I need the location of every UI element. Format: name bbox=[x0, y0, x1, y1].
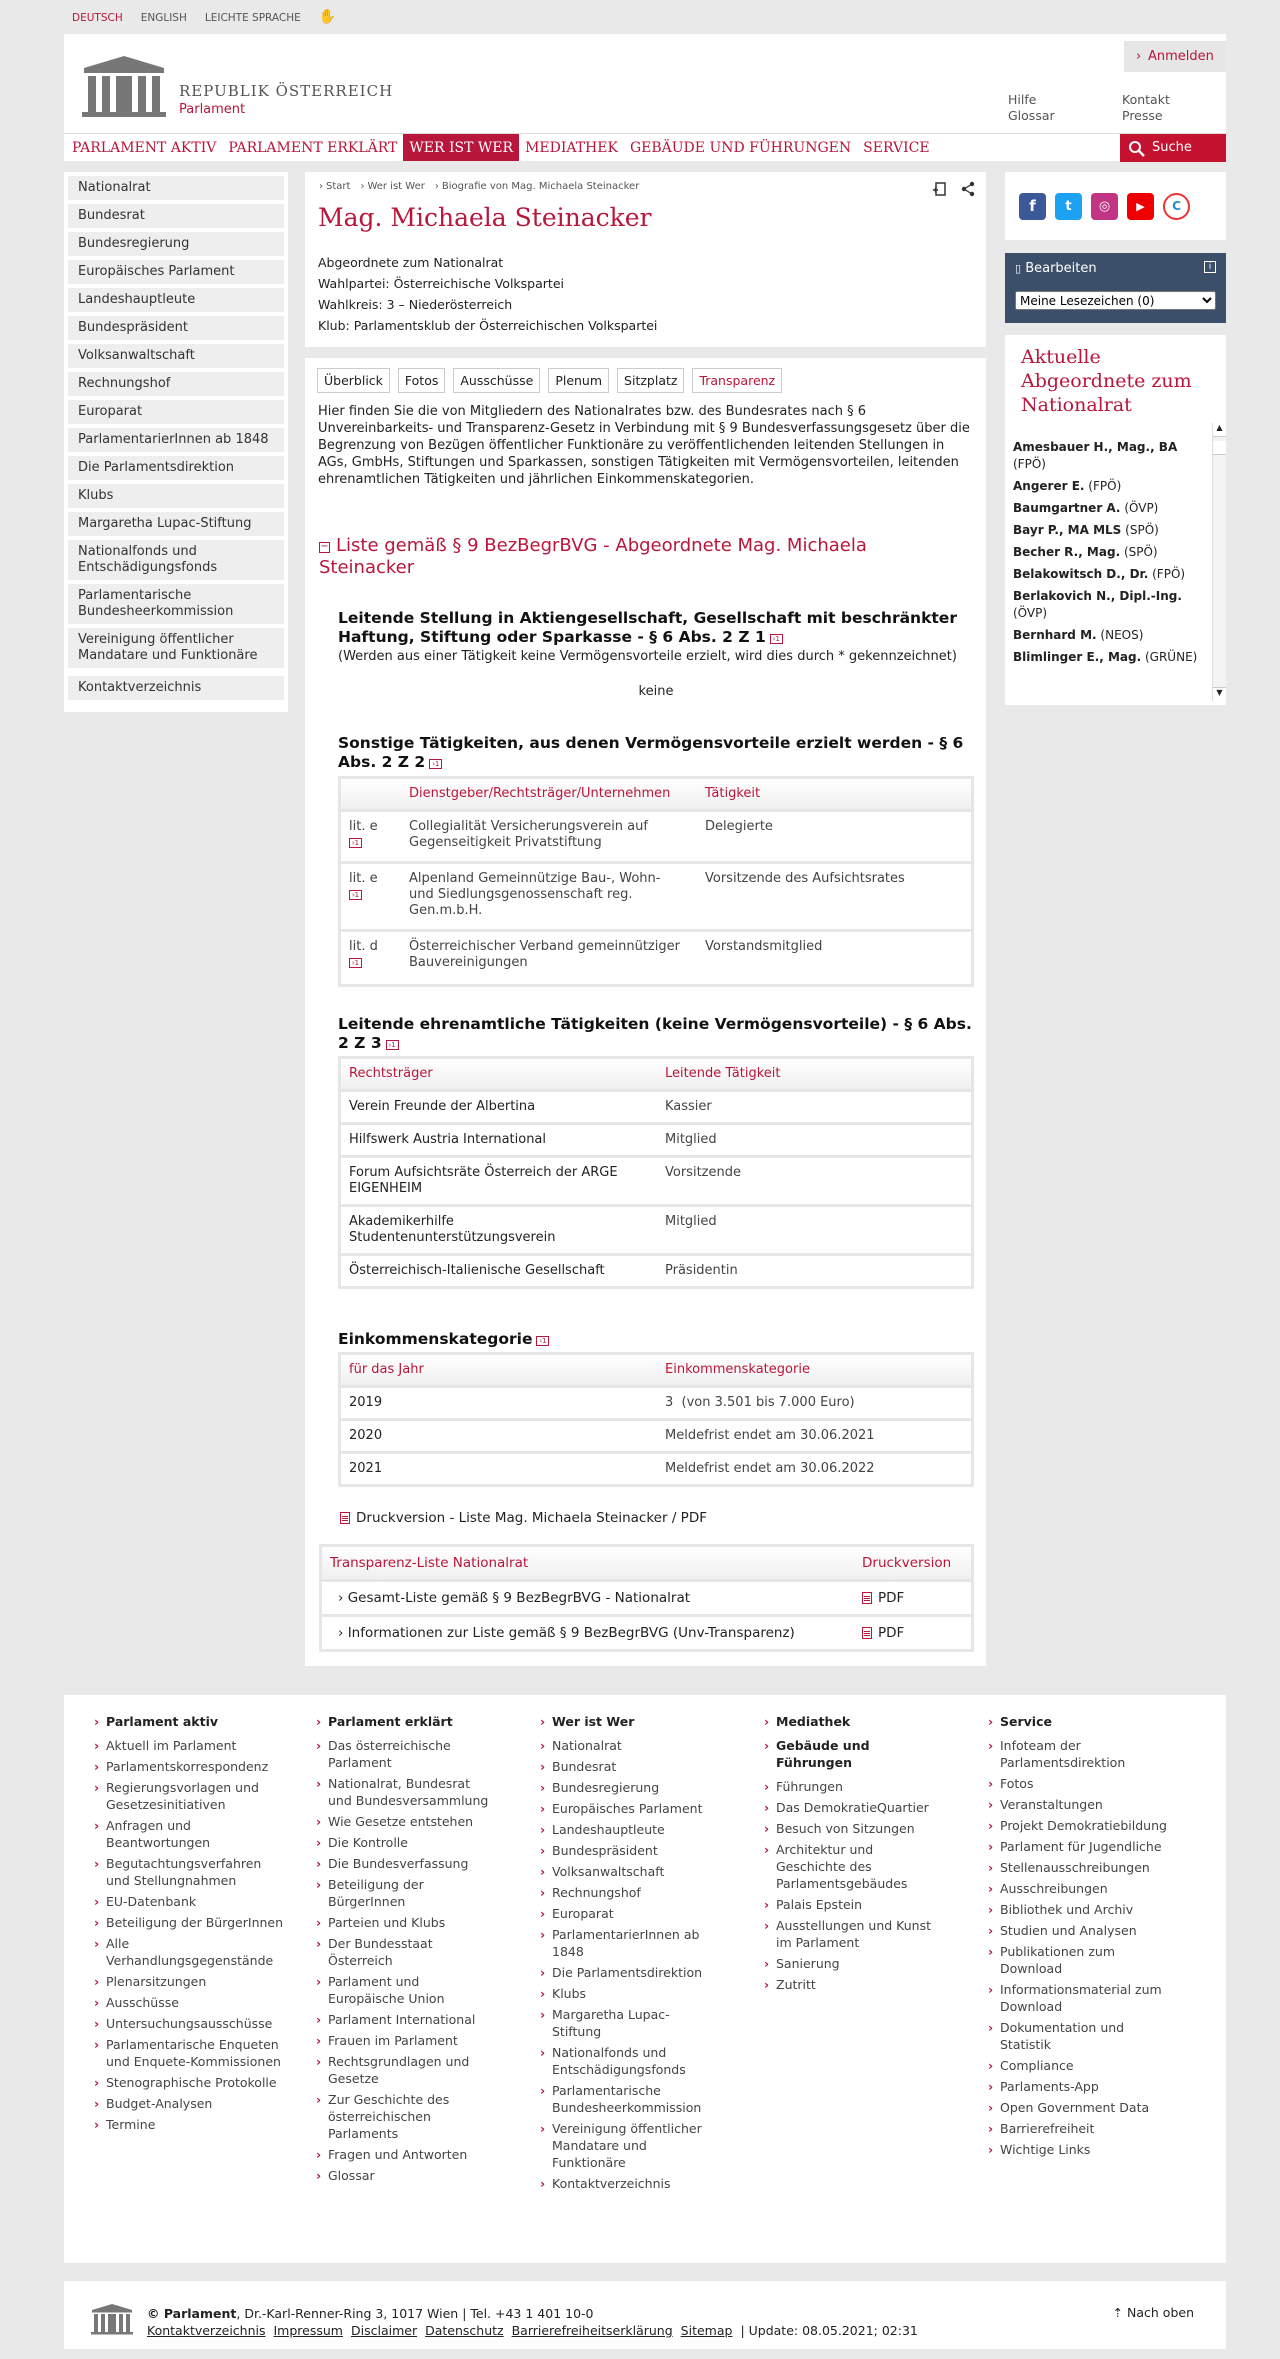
bookmarks-select[interactable] bbox=[1015, 291, 1216, 310]
member-name: Baumgartner A. bbox=[1013, 501, 1121, 515]
list-item[interactable] bbox=[1013, 588, 1209, 622]
print-version-link[interactable] bbox=[340, 1510, 707, 1526]
member-name: Berlakovich N., Dipl.-Ing. bbox=[1013, 589, 1182, 603]
footer-link[interactable]: › Architektur und Geschichte des Parlamentsgebäudes bbox=[764, 1841, 944, 1892]
sidebar-item-klubs[interactable]: Klubs bbox=[68, 484, 284, 508]
footer-link[interactable]: › Nationalrat bbox=[540, 1737, 710, 1754]
pdf-icon bbox=[340, 1512, 350, 1524]
footer-link[interactable]: › Studien und Analysen bbox=[988, 1922, 1178, 1939]
section-title-text: Sonstige Tätigkeiten, aus denen Vermögensvorteile erzielt werden - § 6 Abs. 2 Z 2 bbox=[338, 734, 964, 771]
scroll-up-icon[interactable]: ▲ bbox=[1213, 423, 1226, 437]
footer-link[interactable]: › Parlament für Jugendliche bbox=[988, 1838, 1178, 1855]
footer-link[interactable]: › Die Kontrolle bbox=[316, 1834, 496, 1851]
sidebar-item-bundesheerkommission[interactable]: Parlamentarische Bundesheerkommission bbox=[68, 584, 284, 624]
footer-link[interactable]: › Rechnungshof bbox=[540, 1884, 710, 1901]
footer-link[interactable]: › Parlamentarische Bundesheerkommission bbox=[540, 2082, 710, 2116]
back-to-top-button[interactable] bbox=[1113, 2305, 1194, 2320]
org-cell: Alpenland Gemeinnützige Bau-, Wohn- und Siedlungsgenossenschaft reg. Gen.m.b.H. bbox=[409, 871, 661, 918]
collapse-icon: − bbox=[320, 541, 329, 552]
footer bbox=[64, 1695, 1226, 2263]
info-icon[interactable]: ›1 bbox=[349, 958, 362, 968]
list-item[interactable] bbox=[1013, 544, 1209, 561]
footer-heading[interactable]: › Wer ist Wer bbox=[540, 1713, 710, 1730]
footer-col-service bbox=[988, 1713, 1178, 2162]
sidebar-item-parlamentarier-ab-1848[interactable]: ParlamentarierInnen ab 1848 bbox=[68, 428, 284, 452]
footer-link[interactable]: › Bundespräsident bbox=[540, 1842, 710, 1859]
org-cell: Hilfswerk Austria International bbox=[349, 1132, 547, 1147]
sidebar-item-parlamentsdirektion[interactable]: Die Parlamentsdirektion bbox=[68, 456, 284, 480]
footer-link-disclaimer[interactable]: Disclaimer bbox=[350, 2323, 418, 2338]
members-scrollbar[interactable] bbox=[1212, 423, 1226, 701]
table-row bbox=[341, 1256, 971, 1286]
footer-link[interactable]: › Die Parlamentsdirektion bbox=[540, 1964, 710, 1981]
lit-label: lit. e bbox=[349, 871, 378, 886]
footer-link[interactable]: › Aktuell im Parlament bbox=[94, 1737, 284, 1754]
bio-fact-club: Klub: Parlamentsklub der Österreichischen Volkspartei bbox=[318, 318, 658, 333]
lit-label: lit. e bbox=[349, 819, 378, 834]
biography-card bbox=[305, 172, 986, 347]
chevron-right-icon: › bbox=[1136, 49, 1142, 64]
table-ehrenamtliche bbox=[338, 1056, 974, 1289]
footer-link[interactable]: › Anfragen und Beantwortungen bbox=[94, 1817, 284, 1851]
footer-link[interactable]: › Alle Verhandlungsgegenstände bbox=[94, 1935, 284, 1969]
activity-cell: Vorsitzende bbox=[665, 1165, 741, 1180]
footer-link[interactable]: › Wichtige Links bbox=[988, 2141, 1178, 2158]
podcast-icon[interactable]: C bbox=[1163, 193, 1190, 220]
footer-link[interactable]: › Margaretha Lupac-Stiftung bbox=[540, 2006, 710, 2040]
sidebar-item-bundesregierung[interactable]: Bundesregierung bbox=[68, 232, 284, 256]
footer-link[interactable]: › Regierungsvorlagen und Gesetzesinitiativen bbox=[94, 1779, 284, 1813]
section-einkommen-title bbox=[338, 1330, 974, 1349]
gesamt-liste-link[interactable] bbox=[322, 1582, 854, 1614]
member-name: Angerer E. bbox=[1013, 479, 1085, 493]
instagram-icon[interactable]: ◎ bbox=[1091, 193, 1118, 220]
footer-link[interactable]: › Klubs bbox=[540, 1985, 710, 2002]
footer-link[interactable]: › Veranstaltungen bbox=[988, 1796, 1178, 1813]
section-note: (Werden aus einer Tätigkeit keine Vermögensvorteile erzielt, wird dies durch * gekennzeichnet) bbox=[338, 649, 957, 664]
main-navigation bbox=[64, 133, 1226, 161]
footer-link[interactable]: › Parteien und Klubs bbox=[316, 1914, 496, 1931]
year-cell: 2021 bbox=[349, 1461, 383, 1476]
search-button[interactable] bbox=[1120, 134, 1226, 162]
column-header: Leitende Tätigkeit bbox=[665, 1066, 781, 1081]
footer-link[interactable]: › Dokumentation und Statistik bbox=[988, 2019, 1178, 2053]
nav-service[interactable]: SERVICE bbox=[863, 140, 930, 156]
activity-cell: Vorsitzende des Aufsichtsrates bbox=[705, 871, 905, 886]
table-row bbox=[341, 1388, 971, 1421]
lang-english[interactable]: ENGLISH bbox=[140, 12, 187, 24]
main-content bbox=[305, 358, 986, 1666]
sidebar-item-rechnungshof[interactable]: Rechnungshof bbox=[68, 372, 284, 396]
table-header bbox=[341, 779, 971, 812]
footer-link[interactable]: › Sanierung bbox=[764, 1955, 944, 1972]
footer-link[interactable]: › Europäisches Parlament bbox=[540, 1800, 710, 1817]
tab-bar bbox=[317, 368, 782, 393]
section-title-text: Leitende ehrenamtliche Tätigkeiten (keine Vermögensvorteile) - § 6 Abs. 2 Z 3 bbox=[338, 1015, 972, 1052]
footer-link[interactable]: › Compliance bbox=[988, 2057, 1178, 2074]
lang-leichte-sprache[interactable]: LEICHTE SPRACHE bbox=[204, 12, 301, 24]
footer-link[interactable]: › Publikationen zum Download bbox=[988, 1943, 1178, 1977]
glossary-link[interactable]: Glossar bbox=[1008, 108, 1055, 123]
table-header bbox=[341, 1355, 971, 1388]
footer-link[interactable]: › Beteiligung der BürgerInnen bbox=[94, 1914, 284, 1931]
sidebar-item-kontaktverzeichnis[interactable]: Kontaktverzeichnis bbox=[68, 676, 284, 700]
book-icon: ▯ bbox=[1015, 262, 1022, 275]
table-row bbox=[322, 1582, 971, 1617]
sign-language-icon[interactable]: ✋ bbox=[318, 9, 337, 25]
sidebar bbox=[64, 172, 288, 712]
footer-link[interactable]: › Stellenausschreibungen bbox=[988, 1859, 1178, 1876]
footer-link[interactable]: › ParlamentarierInnen ab 1848 bbox=[540, 1926, 710, 1960]
table-row bbox=[341, 812, 971, 864]
list-item[interactable] bbox=[1013, 478, 1209, 495]
activity-cell: Präsidentin bbox=[665, 1263, 738, 1278]
table-row bbox=[341, 1092, 971, 1125]
column-header: Dienstgeber/Rechtsträger/Unternehmen bbox=[409, 786, 671, 801]
bookmark-add-icon[interactable] bbox=[932, 181, 948, 197]
table-einkommen bbox=[338, 1352, 974, 1487]
sidebar-item-nationalfonds[interactable]: Nationalfonds und Entschädigungsfonds bbox=[68, 540, 284, 580]
year-cell: 2019 bbox=[349, 1395, 383, 1410]
parliament-logo[interactable] bbox=[80, 54, 168, 118]
chevron-right-icon: › bbox=[338, 1625, 348, 1641]
footer-link[interactable]: › Fotos bbox=[988, 1775, 1178, 1792]
footer-link[interactable]: › Das DemokratieQuartier bbox=[764, 1799, 944, 1816]
member-party: (SPÖ) bbox=[1123, 545, 1158, 559]
footer-heading[interactable]: › Mediathek bbox=[764, 1713, 944, 1730]
pdf-icon bbox=[862, 1592, 872, 1604]
current-members-title: Aktuelle Abgeordnete zum Nationalrat bbox=[1021, 346, 1192, 416]
list-item[interactable] bbox=[1013, 649, 1209, 666]
current-members-panel bbox=[1005, 335, 1226, 705]
member-name: Becher R., Mag. bbox=[1013, 545, 1121, 559]
tab-ueberblick[interactable]: Überblick bbox=[317, 368, 390, 393]
logo-title: REPUBLIK ÖSTERREICH bbox=[179, 82, 394, 100]
youtube-icon[interactable]: ▶ bbox=[1127, 193, 1154, 220]
list-item[interactable] bbox=[1013, 566, 1209, 583]
footer-link[interactable]: › Landeshauptleute bbox=[540, 1821, 710, 1838]
member-party: (FPÖ) bbox=[1152, 567, 1186, 581]
lang-deutsch[interactable]: DEUTSCH bbox=[72, 12, 123, 24]
column-header: Einkommenskategorie bbox=[665, 1362, 810, 1377]
column-header: Tätigkeit bbox=[705, 786, 761, 801]
column-header: Rechtsträger bbox=[349, 1066, 433, 1081]
edit-panel bbox=[1005, 253, 1226, 323]
list-item[interactable] bbox=[1013, 500, 1209, 517]
bottom-bar bbox=[64, 2281, 1226, 2349]
list-item[interactable] bbox=[1013, 522, 1209, 539]
search-label: Suche bbox=[1152, 140, 1192, 155]
section-sonstige-taetigkeiten-title bbox=[338, 734, 974, 772]
table-header bbox=[322, 1547, 971, 1582]
footer-link[interactable]: › Zur Geschichte des österreichischen Parlaments bbox=[316, 2091, 496, 2142]
footer-link[interactable]: › Open Government Data bbox=[988, 2099, 1178, 2116]
footer-link[interactable]: › Nationalrat, Bundesrat und Bundesversammlung bbox=[316, 1775, 496, 1809]
info-icon[interactable]: i bbox=[1204, 261, 1216, 273]
footer-link[interactable]: › Parlament International bbox=[316, 2011, 496, 2028]
footer-link[interactable]: › Stenographische Protokolle bbox=[94, 2074, 284, 2091]
social-links bbox=[1005, 172, 1226, 240]
member-party: (GRÜNE) bbox=[1144, 650, 1198, 664]
footer-link[interactable]: › Volksanwaltschaft bbox=[540, 1863, 710, 1880]
footer-link[interactable]: › Begutachtungsverfahren und Stellungnahmen bbox=[94, 1855, 284, 1889]
bio-facts bbox=[318, 252, 657, 336]
org-cell: Verein Freunde der Albertina bbox=[349, 1099, 536, 1114]
category-cell: Meldefrist endet am 30.06.2021 bbox=[665, 1428, 875, 1443]
bio-fact-party: Wahlpartei: Österreichische Volkspartei bbox=[318, 276, 564, 291]
org-cell: Österreichisch-Italienische Gesellschaft bbox=[349, 1263, 605, 1278]
footer-link[interactable]: › EU-Datenbank bbox=[94, 1893, 284, 1910]
info-icon[interactable]: ›1 bbox=[429, 759, 442, 769]
table-row bbox=[341, 1158, 971, 1207]
scroll-thumb[interactable] bbox=[1213, 441, 1226, 455]
footer-link[interactable]: › Projekt Demokratiebildung bbox=[988, 1817, 1178, 1834]
informationen-link[interactable] bbox=[322, 1617, 854, 1649]
table-row bbox=[341, 1207, 971, 1256]
member-name: Bayr P., MA MLS bbox=[1013, 523, 1122, 537]
sidebar-item-lupac-stiftung[interactable]: Margaretha Lupac-Stiftung bbox=[68, 512, 284, 536]
table-row bbox=[341, 1421, 971, 1454]
section-title-text: Leitende Stellung in Aktiengesellschaft, Gesellschaft mit beschränkter Haftung, Stiftung oder Sparkasse - § 6 Abs. 2 Z 1 bbox=[338, 609, 957, 646]
column-header: Transparenz-Liste Nationalrat bbox=[330, 1555, 529, 1571]
nav-parlament-aktiv[interactable]: PARLAMENT AKTIV bbox=[72, 140, 217, 156]
footer-link[interactable]: › Parlamentarische Enqueten und Enquete-Kommissionen bbox=[94, 2036, 284, 2070]
footer-link[interactable]: › Wie Gesetze entstehen bbox=[316, 1813, 496, 1830]
member-party: (ÖVP) bbox=[1013, 606, 1048, 620]
activity-cell: Kassier bbox=[665, 1099, 712, 1114]
footer-link[interactable]: › Europarat bbox=[540, 1905, 710, 1922]
footer-link[interactable]: › Budget-Analysen bbox=[94, 2095, 284, 2112]
footer-link[interactable]: › Plenarsitzungen bbox=[94, 1973, 284, 1990]
member-party: (SPÖ) bbox=[1125, 523, 1159, 537]
org-cell: Österreichischer Verband gemeinnütziger Bauvereinigungen bbox=[409, 939, 680, 970]
footer-col-parlament-aktiv bbox=[94, 1713, 284, 2137]
pdf-label: PDF bbox=[878, 1590, 905, 1606]
accordion-header[interactable] bbox=[319, 535, 919, 579]
search-icon bbox=[1128, 140, 1145, 157]
footer-link-barrierefreiheit[interactable]: Barrierefreiheitserklärung bbox=[511, 2323, 673, 2338]
footer-org: © Parlament bbox=[147, 2306, 237, 2321]
tab-fotos[interactable]: Fotos bbox=[398, 368, 445, 393]
footer-link[interactable]: › Nationalfonds und Entschädigungsfonds bbox=[540, 2044, 710, 2078]
tab-sitzplatz[interactable]: Sitzplatz bbox=[617, 368, 684, 393]
category-cell: Meldefrist endet am 30.06.2022 bbox=[665, 1461, 875, 1476]
login-button[interactable] bbox=[1124, 41, 1226, 72]
info-icon[interactable]: ›1 bbox=[770, 634, 783, 644]
scroll-down-icon[interactable]: ▼ bbox=[1213, 687, 1226, 701]
footer-link[interactable]: › Frauen im Parlament bbox=[316, 2032, 496, 2049]
pdf-icon bbox=[862, 1627, 872, 1639]
column-header: für das Jahr bbox=[349, 1362, 424, 1377]
breadcrumb-current: › Biografie von Mag. Michaela Steinacker bbox=[435, 181, 639, 192]
table-row bbox=[341, 1125, 971, 1158]
footer-link[interactable]: › Ausstellungen und Kunst im Parlament bbox=[764, 1917, 944, 1951]
bio-fact-mandate: Abgeordnete zum Nationalrat bbox=[318, 255, 504, 270]
intro-text: Hier finden Sie die von Mitgliedern des Nationalrates bzw. des Bundesrates nach § 6 Unvereinbarkeits- und Transparenz-Gesetz in Verbindung mit § 9 Bundesverfassungsgesetz über die Begrenzung von Bezügen öffentlicher Funktionäre zu veröffentlichenden leitenden Stellungen in AGs, GmbHs, Stiftungen und Sparkassen, sonstigen Tätigkeiten mit Vermögensvorteilen, leitenden ehrenamtlichen Tätigkeiten und jährlichen Einkommenskategorien. bbox=[318, 404, 970, 487]
footer-link-sitemap[interactable]: Sitemap bbox=[680, 2323, 733, 2338]
edit-panel-title: Bearbeiten bbox=[1025, 261, 1097, 276]
info-icon[interactable]: ›1 bbox=[349, 890, 362, 900]
accordion-title: Liste gemäß § 9 BezBegrBVG - Abgeordnete Mag. Michaela Steinacker bbox=[319, 535, 867, 578]
breadcrumb bbox=[319, 181, 639, 192]
member-party: (NEOS) bbox=[1100, 628, 1144, 642]
footer-col-parlament-erklaert bbox=[316, 1713, 496, 2188]
lit-label: lit. d bbox=[349, 939, 378, 954]
chevron-right-icon: › bbox=[338, 1590, 348, 1606]
footer-heading[interactable]: › Service bbox=[988, 1713, 1178, 1730]
footer-link-impressum[interactable]: Impressum bbox=[273, 2323, 343, 2338]
breadcrumb-start[interactable]: › Start bbox=[319, 181, 350, 192]
member-party: (ÖVP) bbox=[1124, 501, 1159, 515]
org-cell: Collegialität Versicherungsverein auf Gegenseitigkeit Privatstiftung bbox=[409, 819, 648, 850]
help-link[interactable]: Hilfe bbox=[1008, 92, 1037, 107]
pdf-link[interactable] bbox=[854, 1582, 971, 1614]
activity-cell: Delegierte bbox=[705, 819, 773, 834]
info-icon[interactable]: ›1 bbox=[386, 1040, 399, 1050]
sidebar-item-nationalrat[interactable]: Nationalrat bbox=[68, 176, 284, 200]
sidebar-item-volksanwaltschaft[interactable]: Volksanwaltschaft bbox=[68, 344, 284, 368]
list-item[interactable] bbox=[1013, 627, 1209, 644]
footer-heading[interactable]: › Gebäude und Führungen bbox=[764, 1737, 944, 1771]
tab-plenum[interactable]: Plenum bbox=[548, 368, 609, 393]
sidebar-item-vereinigung[interactable]: Vereinigung öffentlicher Mandatare und Funktionäre bbox=[68, 628, 284, 668]
twitter-icon[interactable]: t bbox=[1055, 193, 1082, 220]
footer-link[interactable]: › Termine bbox=[94, 2116, 284, 2133]
sidebar-item-landeshauptleute[interactable]: Landeshauptleute bbox=[68, 288, 284, 312]
org-cell: Forum Aufsichtsräte Österreich der ARGE EIGENHEIM bbox=[349, 1165, 618, 1196]
login-label: Anmelden bbox=[1148, 49, 1214, 64]
footer-link[interactable]: › Palais Epstein bbox=[764, 1896, 944, 1913]
footer-heading[interactable]: › Parlament erklärt bbox=[316, 1713, 496, 1730]
info-icon[interactable]: ›1 bbox=[349, 838, 362, 848]
table-row bbox=[341, 864, 971, 932]
table-row bbox=[341, 932, 971, 984]
back-to-top-label: Nach oben bbox=[1127, 2305, 1194, 2320]
member-name: Amesbauer H., Mag., BA bbox=[1013, 440, 1178, 454]
column-header: Druckversion bbox=[862, 1555, 952, 1571]
member-party: (FPÖ) bbox=[1013, 457, 1046, 471]
footer-link[interactable]: › Die Bundesverfassung bbox=[316, 1855, 496, 1872]
table-sonstige-taetigkeiten bbox=[338, 776, 974, 987]
footer-heading[interactable]: › Parlament aktiv bbox=[94, 1713, 284, 1730]
section-title-text: Einkommenskategorie bbox=[338, 1330, 533, 1348]
nav-gebaeude[interactable]: GEBÄUDE UND FÜHRUNGEN bbox=[629, 140, 852, 156]
page-title: Mag. Michaela Steinacker bbox=[318, 203, 652, 232]
tab-transparenz[interactable]: Transparenz bbox=[692, 368, 782, 393]
print-version-label: Druckversion - Liste Mag. Michaela Steinacker / PDF bbox=[356, 1510, 707, 1526]
footer-link-datenschutz[interactable]: Datenschutz bbox=[425, 2323, 504, 2338]
footer-link[interactable]: › Infoteam der Parlamentsdirektion bbox=[988, 1737, 1178, 1771]
org-cell: Akademikerhilfe Studentenunterstützungsverein bbox=[349, 1214, 556, 1245]
list-item[interactable] bbox=[1013, 439, 1209, 473]
footer-link[interactable]: › Der Bundesstaat Österreich bbox=[316, 1935, 496, 1969]
sidebar-item-europaeisches-parlament[interactable]: Europäisches Parlament bbox=[68, 260, 284, 284]
footer-link[interactable]: › Bibliothek und Archiv bbox=[988, 1901, 1178, 1918]
footer-col-wer-ist-wer bbox=[540, 1713, 710, 2196]
section-none-value: keine bbox=[638, 684, 674, 699]
footer-link[interactable]: › Barrierefreiheit bbox=[988, 2120, 1178, 2137]
footer-link[interactable]: › Das österreichische Parlament bbox=[316, 1737, 496, 1771]
footer-link[interactable]: › Führungen bbox=[764, 1778, 944, 1795]
footer-link[interactable]: › Besuch von Sitzungen bbox=[764, 1820, 944, 1837]
footer-link[interactable]: › Zutritt bbox=[764, 1976, 944, 1993]
bio-fact-district: Wahlkreis: 3 – Niederösterreich bbox=[318, 297, 513, 312]
pdf-link[interactable] bbox=[854, 1617, 971, 1649]
member-name: Bernhard M. bbox=[1013, 628, 1097, 642]
update-text: | Update: 08.05.2021; 02:31 bbox=[740, 2323, 918, 2338]
footer-link[interactable]: › Kontaktverzeichnis bbox=[540, 2175, 710, 2192]
language-bar bbox=[72, 9, 337, 25]
footer-link[interactable]: › Glossar bbox=[316, 2167, 496, 2184]
footer-link[interactable]: › Bundesregierung bbox=[540, 1779, 710, 1796]
footer-addr: , Dr.-Karl-Renner-Ring 3, 1017 Wien | Tel. +43 1 401 10-0 bbox=[236, 2306, 594, 2321]
table-header bbox=[341, 1059, 971, 1092]
sidebar-item-bundespraesident[interactable]: Bundespräsident bbox=[68, 316, 284, 340]
arrow-up-icon: ⇡ bbox=[1112, 2305, 1128, 2320]
footer-col-mediathek bbox=[764, 1713, 944, 1997]
members-list bbox=[1013, 439, 1209, 697]
footer-link[interactable]: › Fragen und Antworten bbox=[316, 2146, 496, 2163]
table-row bbox=[341, 1454, 971, 1484]
link-label: Gesamt-Liste gemäß § 9 BezBegrBVG - Nationalrat bbox=[347, 1590, 691, 1606]
info-icon[interactable]: ›1 bbox=[536, 1336, 549, 1346]
footer-link[interactable]: › Bundesrat bbox=[540, 1758, 710, 1775]
logo-subtitle: Parlament bbox=[179, 102, 246, 117]
facebook-icon[interactable]: f bbox=[1019, 193, 1046, 220]
year-cell: 2020 bbox=[349, 1428, 383, 1443]
member-party: (FPÖ) bbox=[1088, 479, 1122, 493]
footer-link[interactable]: › Informationsmaterial zum Download bbox=[988, 1981, 1178, 2015]
footer-address bbox=[147, 2305, 918, 2339]
activity-cell: Vorstandsmitglied bbox=[705, 939, 823, 954]
footer-link[interactable]: › Parlaments-App bbox=[988, 2078, 1178, 2095]
contact-link[interactable]: Kontakt bbox=[1122, 92, 1170, 107]
table-row bbox=[322, 1617, 971, 1649]
sidebar-item-europarat[interactable]: Europarat bbox=[68, 400, 284, 424]
nav-wer-ist-wer[interactable]: WER IST WER bbox=[403, 134, 519, 161]
section-ehrenamtliche-title bbox=[338, 1015, 974, 1053]
footer-link[interactable]: › Parlament und Europäische Union bbox=[316, 1973, 496, 2007]
footer-link[interactable]: › Rechtsgrundlagen und Gesetze bbox=[316, 2053, 496, 2087]
footer-link-kontaktverzeichnis[interactable]: Kontaktverzeichnis bbox=[147, 2323, 266, 2338]
tab-ausschuesse[interactable]: Ausschüsse bbox=[453, 368, 540, 393]
activity-cell: Mitglied bbox=[665, 1132, 717, 1147]
member-name: Blimlinger E., Mag. bbox=[1013, 650, 1142, 664]
link-label: Informationen zur Liste gemäß § 9 BezBegrBVG (Unv-Transparenz) bbox=[347, 1625, 795, 1641]
footer-link[interactable]: › Beteiligung der BürgerInnen bbox=[316, 1876, 496, 1910]
footer-link[interactable]: › Parlamentskorrespondenz bbox=[94, 1758, 284, 1775]
nav-mediathek[interactable]: MEDIATHEK bbox=[525, 140, 618, 156]
activity-cell: Mitglied bbox=[665, 1214, 717, 1229]
category-cell: 3 (von 3.501 bis 7.000 Euro) bbox=[665, 1395, 855, 1410]
sidebar-item-bundesrat[interactable]: Bundesrat bbox=[68, 204, 284, 228]
footer-link[interactable]: › Untersuchungsausschüsse bbox=[94, 2015, 284, 2032]
section-leitende-stellung-title bbox=[338, 609, 974, 647]
parliament-logo-small[interactable] bbox=[90, 2303, 134, 2335]
footer-link[interactable]: › Vereinigung öffentlicher Mandatare und Funktionäre bbox=[540, 2120, 710, 2171]
footer-link[interactable]: › Ausschreibungen bbox=[988, 1880, 1178, 1897]
press-link[interactable]: Presse bbox=[1122, 108, 1163, 123]
member-name: Belakowitsch D., Dr. bbox=[1013, 567, 1149, 581]
footer-link[interactable]: › Ausschüsse bbox=[94, 1994, 284, 2011]
breadcrumb-wer-ist-wer[interactable]: › Wer ist Wer bbox=[360, 181, 424, 192]
pdf-label: PDF bbox=[878, 1625, 905, 1641]
nav-parlament-erklaert[interactable]: PARLAMENT ERKLÄRT bbox=[228, 140, 398, 156]
transparency-list-table bbox=[319, 1544, 974, 1652]
share-icon[interactable] bbox=[960, 181, 976, 197]
